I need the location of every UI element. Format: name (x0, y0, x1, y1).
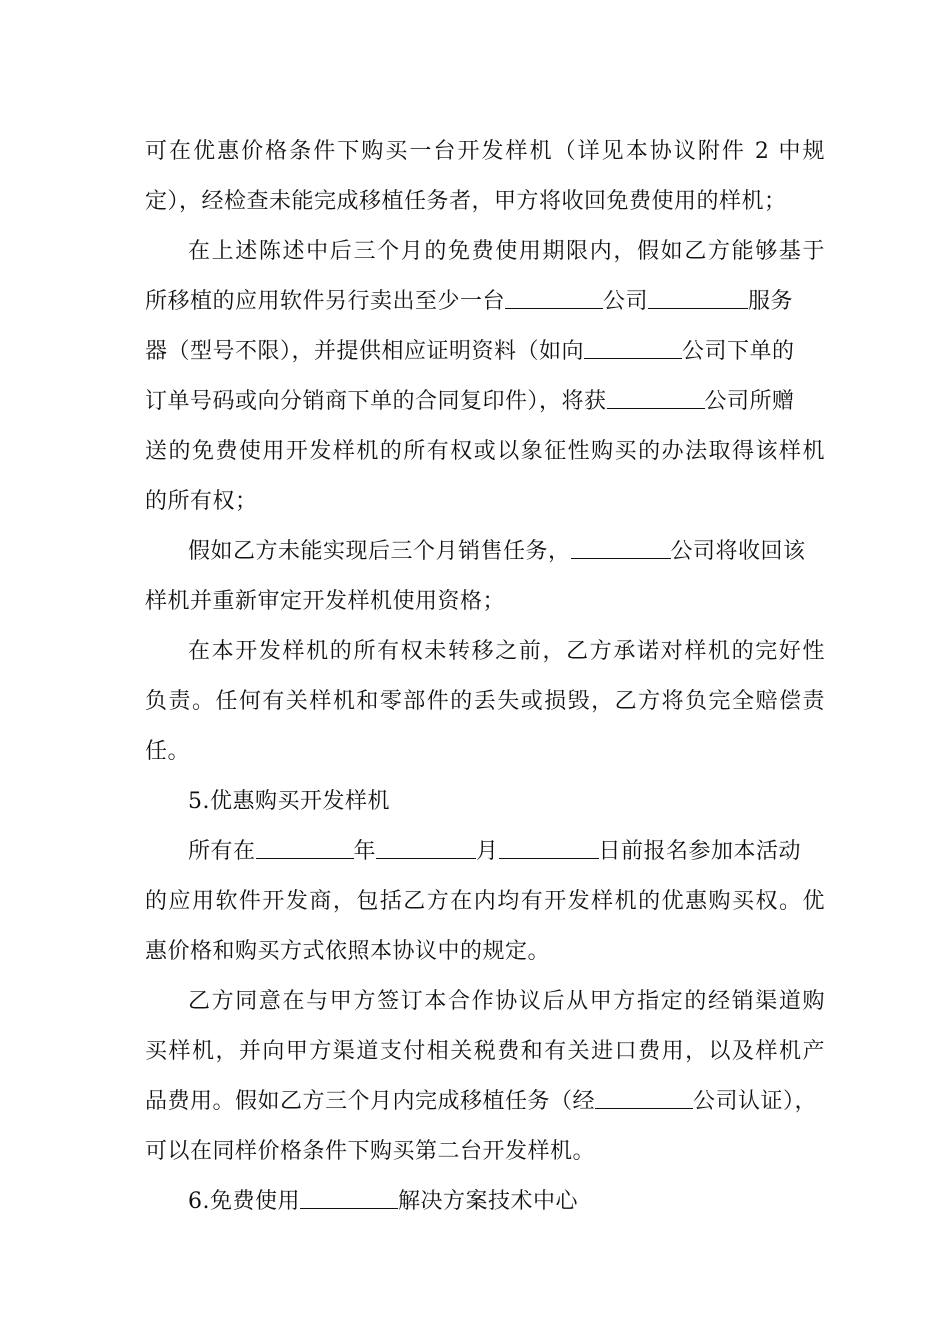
blank-underline (648, 286, 748, 309)
blank-underline (256, 836, 354, 859)
paragraph-line: 可以在同样价格条件下购买第二台开发样机。 (145, 1139, 596, 1164)
paragraph-line: 所有在 年 月 日前报名参加本活动 (188, 835, 868, 869)
paragraph-line: 假如乙方未能实现后三个月销售任务， 公司将收回该 (188, 535, 868, 569)
paragraph-line: 任。 (145, 739, 191, 764)
paragraph-line: 送的免费使用开发样机的所有权或以象征性购买的办法取得该样机 (145, 439, 825, 464)
paragraph-line: 买样机，并向甲方渠道支付相关税费和有关进口费用，以及样机产 (145, 1039, 825, 1064)
paragraph-line: 在本开发样机的所有权未转移之前，乙方承诺对样机的完好性 (188, 639, 825, 664)
blank-underline (584, 336, 682, 359)
paragraph-line: 品费用。假如乙方三个月内完成移植任务（经 公司认证）， (145, 1085, 825, 1119)
paragraph-line: 可在优惠价格条件下购买一台开发样机（详见本协议附件 2 中规 (145, 139, 825, 164)
blank-underline (505, 286, 603, 309)
blank-underline (571, 536, 671, 559)
paragraph-line: 惠价格和购买方式依照本协议中的规定。 (145, 939, 551, 964)
paragraph-line: 乙方同意在与甲方签订本合作协议后从甲方指定的经销渠道购 (188, 989, 825, 1014)
section-heading: 6.免费使用 解决方案技术中心 (188, 1185, 868, 1219)
paragraph-line: 在上述陈述中后三个月的免费使用期限内，假如乙方能够基于 (188, 239, 825, 264)
paragraph-line: 订单号码或向分销商下单的合同复印件），将获 公司所赠 (145, 385, 825, 419)
paragraph-line: 的所有权； (145, 489, 258, 514)
paragraph-line: 器（型号不限），并提供相应证明资料（如向 公司下单的 (145, 335, 825, 369)
paragraph-line: 的应用软件开发商，包括乙方在内均有开发样机的优惠购买权。优 (145, 889, 825, 914)
paragraph-line: 定），经检查未能完成移植任务者，甲方将收回免费使用的样机； (145, 189, 787, 214)
section-heading: 5.优惠购买开发样机 (188, 789, 390, 814)
blank-underline (300, 1186, 398, 1209)
paragraph-line: 样机并重新审定开发样机使用资格； (145, 589, 506, 614)
blank-underline (607, 386, 705, 409)
blank-underline (499, 836, 599, 859)
paragraph-line: 负责。任何有关样机和零部件的丢失或损毁，乙方将负完全赔偿责 (145, 689, 825, 714)
paragraph-line: 所移植的应用软件另行卖出至少一台 公司 服务 (145, 285, 825, 319)
blank-underline (595, 1086, 693, 1109)
blank-underline (376, 836, 476, 859)
